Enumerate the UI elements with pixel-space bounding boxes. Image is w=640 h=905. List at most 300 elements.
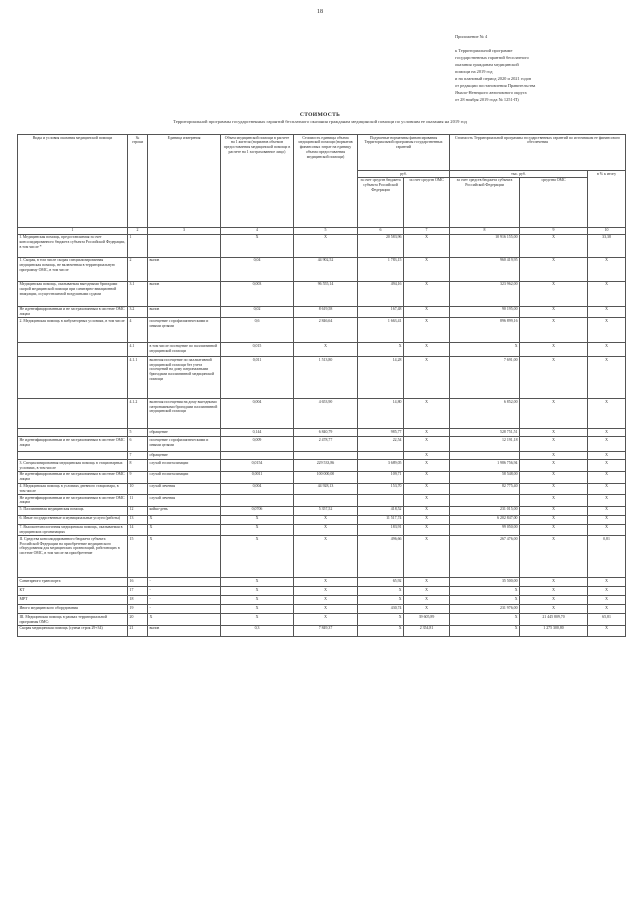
appendix-line: Ямало-Ненецкого автономного округа bbox=[455, 90, 527, 95]
column-number: 8 bbox=[450, 227, 520, 234]
table-row bbox=[18, 318, 626, 343]
table-cell: койко-день bbox=[148, 506, 221, 515]
table-cell: X bbox=[588, 399, 626, 429]
document-title: СТОИМОСТЬ bbox=[299, 112, 341, 118]
table-cell: X bbox=[450, 587, 520, 596]
table-cell: 82 775,40 bbox=[450, 483, 520, 495]
table-cell: 58 548,00 bbox=[450, 471, 520, 483]
table-row bbox=[18, 625, 626, 636]
table-cell: 1 783,15 bbox=[358, 257, 404, 281]
row-label-cell: Не идентифицированным и не застрахованным в системе ОМС лицам bbox=[18, 495, 128, 507]
table-cell: X bbox=[294, 578, 358, 587]
table-cell: 3.1 bbox=[128, 281, 148, 306]
row-label-cell: Не идентифицированным и не застрахованным в системе ОМС лицам bbox=[18, 306, 128, 318]
table-cell: 6 202 847,00 bbox=[450, 515, 520, 524]
table-cell: X bbox=[520, 234, 588, 257]
table-cell: X bbox=[588, 596, 626, 605]
row-label-cell: Не идентифицированным и не застрахованным в системе ОМС лицам bbox=[18, 437, 128, 452]
table-cell: X bbox=[450, 596, 520, 605]
table-cell: X bbox=[404, 506, 450, 515]
table-cell: 0,004 bbox=[221, 483, 294, 495]
table-cell: 14,80 bbox=[358, 399, 404, 429]
table-cell: X bbox=[294, 596, 358, 605]
table-cell: X bbox=[148, 614, 221, 626]
column-numbers-row bbox=[18, 227, 626, 234]
table-cell: X bbox=[358, 587, 404, 596]
table-cell: X bbox=[294, 605, 358, 614]
table-cell: 0,004 bbox=[221, 399, 294, 429]
table-cell: X bbox=[588, 506, 626, 515]
table-cell: X bbox=[358, 596, 404, 605]
table-cell: X bbox=[588, 460, 626, 472]
table-cell: 1 663,41 bbox=[358, 318, 404, 343]
table-cell: случай госпитализации bbox=[148, 471, 221, 483]
table-cell: 896 899,16 bbox=[450, 318, 520, 343]
table-row bbox=[18, 357, 626, 399]
table-cell: X bbox=[404, 483, 450, 495]
table-cell: X bbox=[221, 515, 294, 524]
table-row bbox=[18, 605, 626, 614]
table-row bbox=[18, 257, 626, 281]
cost-table bbox=[17, 134, 626, 637]
table-cell: X bbox=[294, 234, 358, 257]
table-cell: X bbox=[520, 596, 588, 605]
table-cell: 267 476,00 bbox=[450, 536, 520, 578]
table-cell: X bbox=[404, 495, 450, 507]
table-cell: X bbox=[520, 399, 588, 429]
table-cell: X bbox=[404, 234, 450, 257]
table-cell: X bbox=[404, 596, 450, 605]
header-volume: Объем медицинской помощи в расчете на 1 жителя (норматив объемов предоставления медицинской помощи в расчете на 1 застрахованное лицо) bbox=[221, 135, 294, 228]
table-cell: 183,91 bbox=[358, 524, 404, 536]
table-cell bbox=[450, 495, 520, 507]
appendix-line: оказания гражданам медицинской bbox=[455, 62, 519, 67]
table-cell: 231 015,00 bbox=[450, 506, 520, 515]
table-cell: X bbox=[588, 578, 626, 587]
table-cell: X bbox=[221, 605, 294, 614]
table-cell: 153,70 bbox=[358, 483, 404, 495]
table-cell: 35 500,00 bbox=[450, 578, 520, 587]
column-number: 10 bbox=[588, 227, 626, 234]
appendix-line: от редакции постановления Правительства bbox=[455, 83, 536, 88]
row-label-cell: 2. Медицинская помощь в амбулаторных условиях, в том числе bbox=[18, 318, 128, 343]
table-cell: 109,71 bbox=[358, 471, 404, 483]
table-cell: X bbox=[404, 578, 450, 587]
table-cell: 7 691,00 bbox=[450, 357, 520, 399]
table-cell bbox=[294, 495, 358, 507]
row-label-cell: 3. Специализированная медицинская помощь в стационарных условиях, в том числе bbox=[18, 460, 128, 472]
table-row bbox=[18, 343, 626, 357]
table-cell: посещение с профилактическими и иными целями bbox=[148, 437, 221, 452]
table-cell: X bbox=[221, 596, 294, 605]
table-cell: 3 689,05 bbox=[358, 460, 404, 472]
table-cell: 430,74 bbox=[358, 605, 404, 614]
table-cell: X bbox=[520, 578, 588, 587]
header-percent: в % к итогу bbox=[588, 171, 626, 228]
table-cell: X bbox=[520, 281, 588, 306]
table-cell: 14,28 bbox=[358, 357, 404, 399]
appendix-line bbox=[455, 40, 625, 47]
table-cell: X bbox=[520, 587, 588, 596]
table-cell bbox=[221, 452, 294, 460]
table-row bbox=[18, 495, 626, 507]
table-cell: 167,48 bbox=[358, 306, 404, 318]
table-cell: 96 555,14 bbox=[294, 281, 358, 306]
table-cell: X bbox=[404, 399, 450, 429]
table-cell: 0,0154 bbox=[221, 460, 294, 472]
table-cell: 10 916 155,00 bbox=[450, 234, 520, 257]
table-cell: X bbox=[588, 471, 626, 483]
table-cell: X bbox=[294, 343, 358, 357]
table-cell: 11 bbox=[128, 495, 148, 507]
table-cell: 21 445 809,70 bbox=[520, 614, 588, 626]
table-cell: X bbox=[588, 605, 626, 614]
table-cell: 418,52 bbox=[358, 506, 404, 515]
table-row bbox=[18, 578, 626, 587]
table-cell: X bbox=[588, 625, 626, 636]
table-cell: 11 517,74 bbox=[358, 515, 404, 524]
table-cell: включая посещения на дому выездными патронажными бригадами паллиативной медицинской помощи bbox=[148, 399, 221, 429]
table-cell: 2 bbox=[128, 257, 148, 281]
table-cell: X bbox=[294, 587, 358, 596]
table-cell: 6 bbox=[128, 437, 148, 452]
table-cell: X bbox=[588, 306, 626, 318]
row-label-cell: Медицинская помощь, оказываемая выездными бригадами скорой медицинской помощи при санитарно-авиационной эвакуации, осуществляемой воздушными судами bbox=[18, 281, 128, 306]
table-cell: X bbox=[221, 524, 294, 536]
row-label-cell: II. Средства консолидированного бюджета субъекта Российской Федерации на приобретение медицинского оборудования для медицинских организаций, работающих в системе ОМС, в том числе на приобретение bbox=[18, 536, 128, 578]
table-cell: 10 bbox=[128, 483, 148, 495]
table-cell: в том числе посещение по паллиативной медицинской помощи bbox=[148, 343, 221, 357]
table-cell: 21 bbox=[128, 625, 148, 636]
table-cell: 4.1.1 bbox=[128, 357, 148, 399]
table-cell: X bbox=[358, 625, 404, 636]
table-cell: 16 bbox=[128, 578, 148, 587]
table-cell: 494,16 bbox=[358, 281, 404, 306]
table-cell: 99 050,00 bbox=[450, 524, 520, 536]
table-cell: 1 bbox=[128, 234, 148, 257]
table-cell: 12 191,18 bbox=[450, 437, 520, 452]
row-label-cell: 1. Скорая, в том числе скорая специализированная медицинская помощь, не включенная в территориальную программу ОМС, в том числе bbox=[18, 257, 128, 281]
column-number: 2 bbox=[128, 227, 148, 234]
row-label-cell: КТ bbox=[18, 587, 128, 596]
table-cell: X bbox=[520, 460, 588, 472]
table-cell: X bbox=[588, 257, 626, 281]
appendix-line: государственных гарантий бесплатного bbox=[455, 55, 529, 60]
table-cell: 22,54 bbox=[358, 437, 404, 452]
table-body bbox=[18, 234, 626, 636]
table-cell: X bbox=[148, 524, 221, 536]
table-cell: X bbox=[294, 524, 358, 536]
table-cell: 65,92 bbox=[358, 578, 404, 587]
table-cell: 985,77 bbox=[358, 429, 404, 437]
column-number: 1 bbox=[18, 227, 128, 234]
table-cell: X bbox=[520, 437, 588, 452]
header-oms: за счет средств ОМС bbox=[404, 177, 450, 227]
row-label-cell: Скорая медицинская помощь (сумма строк 29+34) bbox=[18, 625, 128, 636]
table-row bbox=[18, 399, 626, 429]
row-label-cell: 7. Высокотехнологичная медицинская помощь, оказываемая в медицинских организациях bbox=[18, 524, 128, 536]
header-kinds: Виды и условия оказания медицинской помощи bbox=[18, 135, 128, 228]
table-cell: X bbox=[148, 536, 221, 578]
table-cell: X bbox=[588, 483, 626, 495]
appendix-line: от 28 ноября 2019 года № 1251-П) bbox=[455, 97, 519, 102]
table-row bbox=[18, 483, 626, 495]
table-cell: X bbox=[588, 452, 626, 460]
table-cell: X bbox=[588, 495, 626, 507]
table-cell: X bbox=[520, 343, 588, 357]
table-cell: 12 bbox=[128, 506, 148, 515]
table-cell: X bbox=[404, 587, 450, 596]
table-cell: X bbox=[520, 506, 588, 515]
table-cell: X bbox=[221, 578, 294, 587]
table-cell: X bbox=[588, 343, 626, 357]
table-cell: X bbox=[148, 515, 221, 524]
column-number: 7 bbox=[404, 227, 450, 234]
table-cell: X bbox=[404, 515, 450, 524]
table-cell: X bbox=[358, 614, 404, 626]
table-cell: 6 840,79 bbox=[294, 429, 358, 437]
table-cell: X bbox=[520, 605, 588, 614]
table-cell: 1 513,80 bbox=[294, 357, 358, 399]
table-cell: X bbox=[404, 281, 450, 306]
table-cell: X bbox=[404, 306, 450, 318]
row-label-cell: 4. Медицинская помощь в условиях дневного стационара, в том числе bbox=[18, 483, 128, 495]
table-cell bbox=[148, 234, 221, 257]
row-label-cell: 6. Иные государственные и муниципальные услуги (работы) bbox=[18, 515, 128, 524]
table-cell: 4.1 bbox=[128, 343, 148, 357]
header-budget-2: за счет средств бюджета субъекта Российской Федерации bbox=[450, 177, 520, 227]
table-cell: 0,003 bbox=[221, 281, 294, 306]
header-row-no: № строки bbox=[128, 135, 148, 228]
table-cell: X bbox=[221, 614, 294, 626]
table-cell: 14 bbox=[128, 524, 148, 536]
table-cell: X bbox=[520, 495, 588, 507]
table-cell: 496,66 bbox=[358, 536, 404, 578]
table-cell: посещение с профилактическими и иными целями bbox=[148, 318, 221, 343]
table-cell: 0,81 bbox=[588, 536, 626, 578]
table-cell: 528 751,51 bbox=[450, 429, 520, 437]
table-cell: X bbox=[520, 515, 588, 524]
table-cell: 4.1.2 bbox=[128, 399, 148, 429]
table-cell: 4 653,90 bbox=[294, 399, 358, 429]
table-cell: X bbox=[404, 605, 450, 614]
page-number: 18 bbox=[317, 9, 323, 15]
row-label-cell: 5. Паллиативная медицинская помощь bbox=[18, 506, 128, 515]
table-cell: - bbox=[148, 605, 221, 614]
column-number: 3 bbox=[148, 227, 221, 234]
appendix-note bbox=[455, 33, 625, 103]
table-cell: 20 583,96 bbox=[358, 234, 404, 257]
table-cell: X bbox=[404, 429, 450, 437]
table-row bbox=[18, 429, 626, 437]
table-cell: 0,011 bbox=[221, 357, 294, 399]
table-cell: X bbox=[404, 318, 450, 343]
row-label-cell: III. Медицинская помощь в рамках территориальной программы ОМС: bbox=[18, 614, 128, 626]
table-cell: 100 000,00 bbox=[294, 471, 358, 483]
header-per-capita: Подушевые нормативы финансирования Территориальной программы государственных гарантий bbox=[358, 135, 450, 171]
column-number: 9 bbox=[520, 227, 588, 234]
table-row bbox=[18, 524, 626, 536]
table-row bbox=[18, 536, 626, 578]
table-cell: 33,38 bbox=[588, 234, 626, 257]
row-label-cell: I. Медицинская помощь, предоставляемая за счет консолидированного бюджета субъекта Российской Федерации, в том числе * bbox=[18, 234, 128, 257]
table-cell: вызов bbox=[148, 257, 221, 281]
table-cell: X bbox=[588, 587, 626, 596]
table-cell: 231 976,00 bbox=[450, 605, 520, 614]
row-label-cell: МРТ bbox=[18, 596, 128, 605]
table-cell: X bbox=[520, 524, 588, 536]
header-rub: руб. bbox=[358, 171, 450, 178]
table-cell: 8 619,58 bbox=[294, 306, 358, 318]
table-cell: X bbox=[588, 318, 626, 343]
table-cell: X bbox=[588, 524, 626, 536]
table-cell: 2 354,81 bbox=[404, 625, 450, 636]
table-cell: 19 bbox=[128, 605, 148, 614]
table-cell: 0,3 bbox=[221, 625, 294, 636]
table-cell: 8 bbox=[128, 460, 148, 472]
row-label-cell: Иного медицинского оборудования bbox=[18, 605, 128, 614]
row-label-cell bbox=[18, 343, 128, 357]
table-row bbox=[18, 614, 626, 626]
table-cell: X bbox=[404, 343, 450, 357]
column-number: 4 bbox=[221, 227, 294, 234]
table-cell: 0,009 bbox=[221, 437, 294, 452]
table-cell: 65,81 bbox=[588, 614, 626, 626]
table-cell: X bbox=[404, 536, 450, 578]
table-cell: X bbox=[520, 357, 588, 399]
row-label-cell bbox=[18, 452, 128, 460]
table-cell: 0,015 bbox=[221, 343, 294, 357]
header-thousand-rub: тыс. руб. bbox=[450, 171, 588, 178]
table-cell: 960 419,95 bbox=[450, 257, 520, 281]
table-row bbox=[18, 234, 626, 257]
table-cell: X bbox=[404, 452, 450, 460]
row-label-cell bbox=[18, 429, 128, 437]
table-row bbox=[18, 515, 626, 524]
table-cell: - bbox=[148, 578, 221, 587]
table-cell: X bbox=[520, 429, 588, 437]
table-cell: X bbox=[520, 483, 588, 495]
table-cell: X bbox=[450, 614, 520, 626]
table-cell: X bbox=[520, 257, 588, 281]
table-cell: 90 195,00 bbox=[450, 306, 520, 318]
table-row bbox=[18, 452, 626, 460]
table-cell: 2 478,77 bbox=[294, 437, 358, 452]
table-cell: 7 849,37 bbox=[294, 625, 358, 636]
table-cell bbox=[294, 452, 358, 460]
table-cell: включая посещение по паллиативной медицинской помощи без учета посещений на дому патронажными бригадами паллиативной медицинской помощи bbox=[148, 357, 221, 399]
table-cell: 5 357,52 bbox=[294, 506, 358, 515]
row-label-cell: Санитарного транспорта bbox=[18, 578, 128, 587]
header-cost-by-sources: Стоимость Территориальной программы государственных гарантий по источникам ее финансового обеспечения bbox=[450, 135, 626, 171]
table-cell: 1 275 300,80 bbox=[520, 625, 588, 636]
table-cell: X bbox=[221, 587, 294, 596]
document-subtitle: Территориальной программы государственных гарантий бесплатного оказания гражданам медицинской помощи по условиям ее оказания на 2019 год bbox=[173, 119, 467, 124]
table-row bbox=[18, 460, 626, 472]
table-cell: X bbox=[404, 437, 450, 452]
table-cell: X bbox=[588, 515, 626, 524]
table-cell: X bbox=[588, 429, 626, 437]
row-label-cell bbox=[18, 399, 128, 429]
table-row bbox=[18, 506, 626, 515]
table-cell: случай лечения bbox=[148, 495, 221, 507]
table-cell: - bbox=[148, 587, 221, 596]
table-cell: 229 533,86 bbox=[294, 460, 358, 472]
table-cell: обращение bbox=[148, 429, 221, 437]
table-cell: обращение bbox=[148, 452, 221, 460]
table-row bbox=[18, 587, 626, 596]
table-cell: X bbox=[404, 460, 450, 472]
table-cell: 6 852,00 bbox=[450, 399, 520, 429]
table-cell: X bbox=[588, 437, 626, 452]
header-unit-cost: Стоимость единицы объема медицинской помощи (норматив финансовых затрат на единицу объема предоставления медицинской помощи) bbox=[294, 135, 358, 228]
table-cell: 0,02 bbox=[221, 306, 294, 318]
table-cell: X bbox=[450, 343, 520, 357]
header-budget: за счет средств бюджета субъекта Российской Федерации bbox=[358, 177, 404, 227]
table-cell: 0,6 bbox=[221, 318, 294, 343]
table-cell: X bbox=[588, 357, 626, 399]
table-cell: X bbox=[404, 257, 450, 281]
table-cell: 4 bbox=[128, 318, 148, 343]
table-cell: 0,144 bbox=[221, 429, 294, 437]
column-number: 6 bbox=[358, 227, 404, 234]
table-cell: 0,0011 bbox=[221, 471, 294, 483]
table-cell: X bbox=[520, 471, 588, 483]
table-cell: 44 928,13 bbox=[294, 483, 358, 495]
table-row bbox=[18, 471, 626, 483]
table-cell: 44 902,52 bbox=[294, 257, 358, 281]
table-cell: X bbox=[404, 357, 450, 399]
table-cell: X bbox=[520, 318, 588, 343]
table-cell: случай лечения bbox=[148, 483, 221, 495]
appendix-line: к Территориальной программе bbox=[455, 48, 513, 53]
table-cell: X bbox=[294, 515, 358, 524]
table-cell: 15 bbox=[128, 536, 148, 578]
table-cell: - bbox=[148, 596, 221, 605]
table-cell: X bbox=[221, 536, 294, 578]
table-cell: вызов bbox=[148, 281, 221, 306]
appendix-line: и на плановый период 2020 и 2021 годов bbox=[455, 76, 532, 81]
table-cell: X bbox=[520, 452, 588, 460]
table-cell: X bbox=[221, 234, 294, 257]
table-cell: 0,04 bbox=[221, 257, 294, 281]
table-cell bbox=[450, 452, 520, 460]
row-label-cell: Не идентифицированным и не застрахованным в системе ОМС лицам bbox=[18, 471, 128, 483]
table-cell bbox=[358, 452, 404, 460]
table-cell: 323 962,00 bbox=[450, 281, 520, 306]
table-cell: X bbox=[404, 524, 450, 536]
header-unit: Единица измерения bbox=[148, 135, 221, 228]
table-row bbox=[18, 281, 626, 306]
table-row bbox=[18, 437, 626, 452]
appendix-line: помощи на 2019 год bbox=[455, 69, 493, 74]
table-cell: 39 605,89 bbox=[404, 614, 450, 626]
table-cell: X bbox=[588, 281, 626, 306]
table-cell: 5 bbox=[128, 429, 148, 437]
table-cell: X bbox=[294, 536, 358, 578]
appendix-line: Приложение № 4 bbox=[455, 34, 488, 39]
table-cell: вызов bbox=[148, 625, 221, 636]
table-cell bbox=[221, 495, 294, 507]
table-cell bbox=[358, 495, 404, 507]
table-cell: вызов bbox=[148, 306, 221, 318]
table-cell: 9 bbox=[128, 471, 148, 483]
column-number: 5 bbox=[294, 227, 358, 234]
table-cell: 7 bbox=[128, 452, 148, 460]
table-cell: X bbox=[404, 471, 450, 483]
table-cell: 1 986 756,94 bbox=[450, 460, 520, 472]
table-cell: 2 846,64 bbox=[294, 318, 358, 343]
